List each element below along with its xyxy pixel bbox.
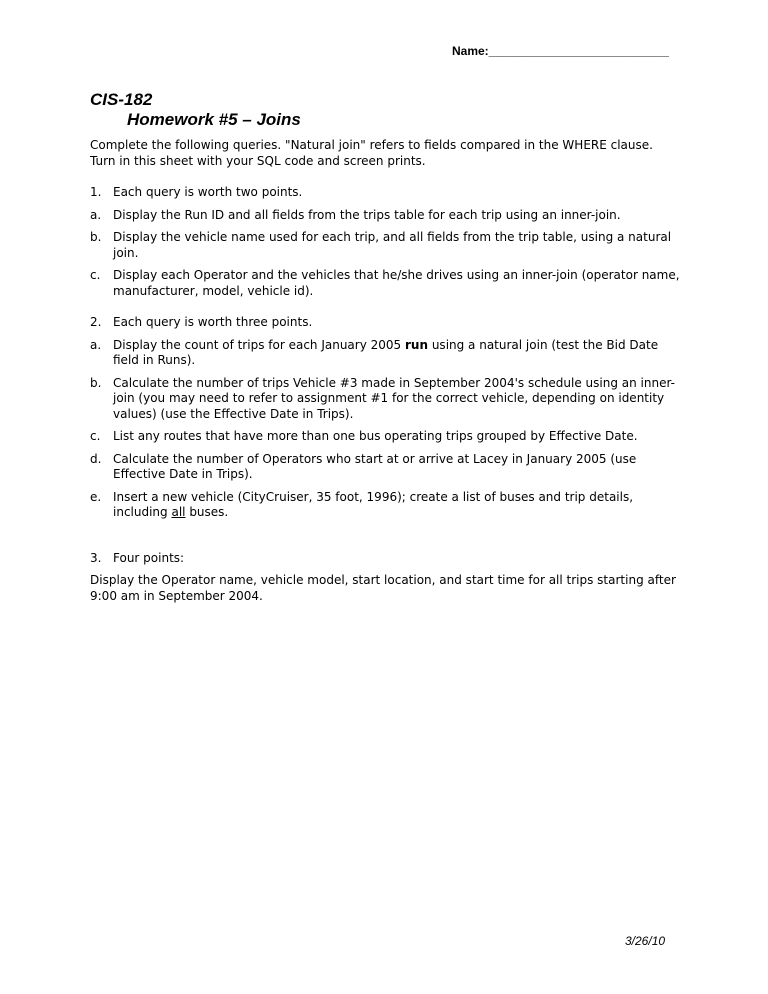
footer-date: 3/26/10 xyxy=(625,934,666,948)
item-text-part: Insert a new vehicle (CityCruiser, 35 foot, 1996); create a list of buses and trip details, including xyxy=(113,489,634,519)
list-marker: e. xyxy=(90,489,102,504)
list-marker: a. xyxy=(90,337,102,352)
section-3-heading-text: Four points: xyxy=(113,550,185,565)
list-item-text: Display the vehicle name used for each trip, and all fields from the trip table, using a natural join. xyxy=(113,230,672,260)
item-text-part: buses. xyxy=(185,505,229,519)
section-3-body: Display the Operator name, vehicle model, start location, and start time for all trips starting after 9:00 am in September 2004. xyxy=(90,573,676,603)
item-text-part: using a natural join (test the Bid Date field in Runs). xyxy=(113,337,659,367)
section-1-number: 1. xyxy=(90,185,102,199)
section-3-number: 3. xyxy=(90,550,102,565)
list-item xyxy=(90,208,680,224)
list-item xyxy=(90,452,680,483)
section-1-heading-text: Each query is worth two points. xyxy=(113,185,303,199)
section-1-heading xyxy=(90,185,680,201)
list-item-text: Display the Run ID and all fields from the trips table for each trip using an inner-join. xyxy=(113,207,621,222)
course-code: CIS-182 xyxy=(90,90,153,109)
list-marker: d. xyxy=(90,451,102,466)
section-2-number: 2. xyxy=(90,315,102,329)
list-marker: c. xyxy=(90,429,101,443)
list-item xyxy=(90,490,680,521)
list-item-text xyxy=(113,338,680,369)
name-field-line: Name:___________________________ xyxy=(452,44,669,58)
list-item-text: List any routes that have more than one bus operating trips grouped by Effective Date. xyxy=(113,429,638,443)
section-2-heading-text: Each query is worth three points. xyxy=(113,315,313,329)
homework-title: Homework #5 – Joins xyxy=(127,110,301,129)
underlined-term: all xyxy=(171,505,186,519)
list-item xyxy=(90,338,680,369)
list-item-text: Calculate the number of trips Vehicle #3 made in September 2004's schedule using an inner-join (you may need to refer to assignment #1 for the correct vehicle, depending on identity values) (use the Effective Date in Trips). xyxy=(113,375,675,421)
section-3-heading xyxy=(90,551,680,567)
list-marker: c. xyxy=(90,268,101,282)
section-2 xyxy=(90,315,680,521)
list-item xyxy=(90,376,680,423)
section-3 xyxy=(90,551,680,605)
item-text-part: Display the count of trips for each January 2005 xyxy=(113,337,405,352)
bold-term: run xyxy=(405,337,429,352)
list-item-text: Display each Operator and the vehicles that he/she drives using an inner-join (operator name, manufacturer, model, vehicle id). xyxy=(113,268,680,298)
intro-paragraph: Complete the following queries. "Natural join" refers to fields compared in the WHERE clause. Turn in this sheet with your SQL code and screen prints. xyxy=(90,138,653,168)
section-2-heading xyxy=(90,315,680,331)
list-marker: a. xyxy=(90,207,102,222)
list-marker: b. xyxy=(90,375,102,390)
list-marker: b. xyxy=(90,230,102,244)
list-item xyxy=(90,429,680,445)
list-item-text xyxy=(113,490,680,521)
list-item xyxy=(90,268,680,299)
list-item-text: Calculate the number of Operators who start at or arrive at Lacey in January 2005 (use Effective Date in Trips). xyxy=(113,451,637,481)
document-body xyxy=(90,138,680,604)
section-1 xyxy=(90,185,680,299)
list-item xyxy=(90,230,680,261)
